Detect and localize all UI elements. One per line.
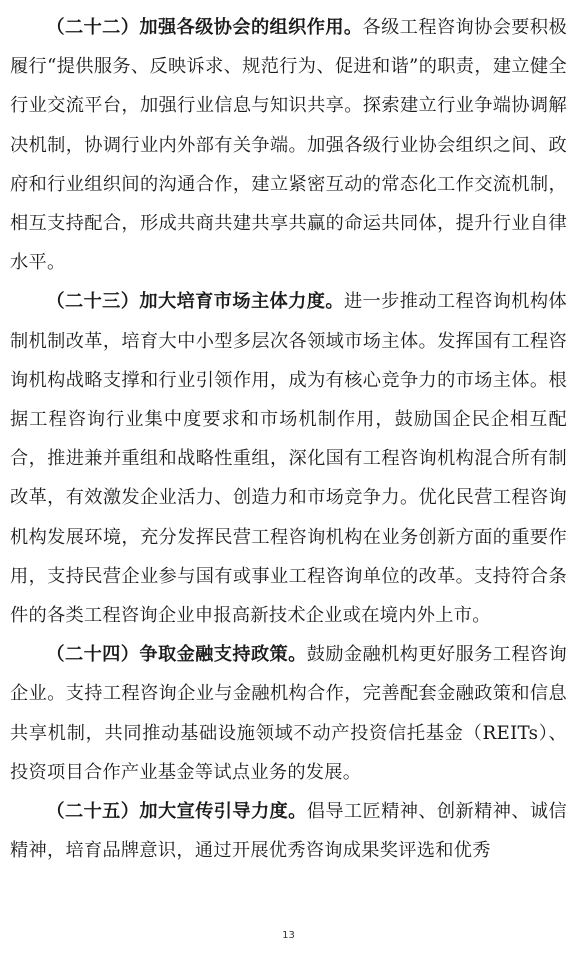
paragraph-25: [10, 792, 567, 870]
section-body-24: 鼓励金融机构更好服务工程咨询企业。支持工程咨询企业与金融机构合作，完善配套金融政策和信息共享机制，共同推动基础设施领域不动产投资信托基金（REITs）、投资项目合作产业基金等试点业务的发展。: [10, 644, 567, 783]
paragraph-23: [10, 282, 567, 635]
section-body-25: 倡导工匠精神、创新精神、诚信精神，培育品牌意识，通过开展优秀咨询成果奖评选和优秀: [10, 801, 567, 862]
paragraph-24: [10, 635, 567, 792]
section-body-22: 各级工程咨询协会要积极履行“提供服务、反映诉求、规范行为、促进和谐”的职责，建立健全行业交流平台，加强行业信息与知识共享。探索建立行业争端协调解决机制，协调行业内外部有关争端。加强各级行业协会组织之间、政府和行业组织间的沟通合作，建立紧密互动的常态化工作交流机制，相互支持配合，形成共商共建共享共赢的命运共同体，提升行业自律水平。: [10, 17, 567, 274]
section-heading-23: （二十三）加大培育市场主体力度。: [46, 291, 344, 313]
document-page: [10, 8, 567, 870]
section-heading-24: （二十四）争取金融支持政策。: [46, 644, 307, 666]
section-body-23: 进一步推动工程咨询机构体制机制改革，培育大中小型多层次各领域市场主体。发挥国有工程咨询机构战略支撑和行业引领作用，成为有核心竞争力的市场主体。根据工程咨询行业集中度要求和市场机制作用，鼓励国企民企相互配合，推进兼并重组和战略性重组，深化国有工程咨询机构混合所有制改革，有效激发企业活力、创造力和市场竞争力。优化民营工程咨询机构发展环境，充分发挥民营工程咨询机构在业务创新方面的重要作用，支持民营企业参与国有或事业工程咨询单位的改革。支持符合条件的各类工程咨询企业申报高新技术企业或在境内外上市。: [10, 291, 567, 627]
page-number: 13: [282, 930, 295, 941]
section-heading-25: （二十五）加大宣传引导力度。: [46, 801, 307, 823]
paragraph-22: [10, 8, 567, 282]
section-heading-22: （二十二）加强各级协会的组织作用。: [46, 17, 363, 38]
